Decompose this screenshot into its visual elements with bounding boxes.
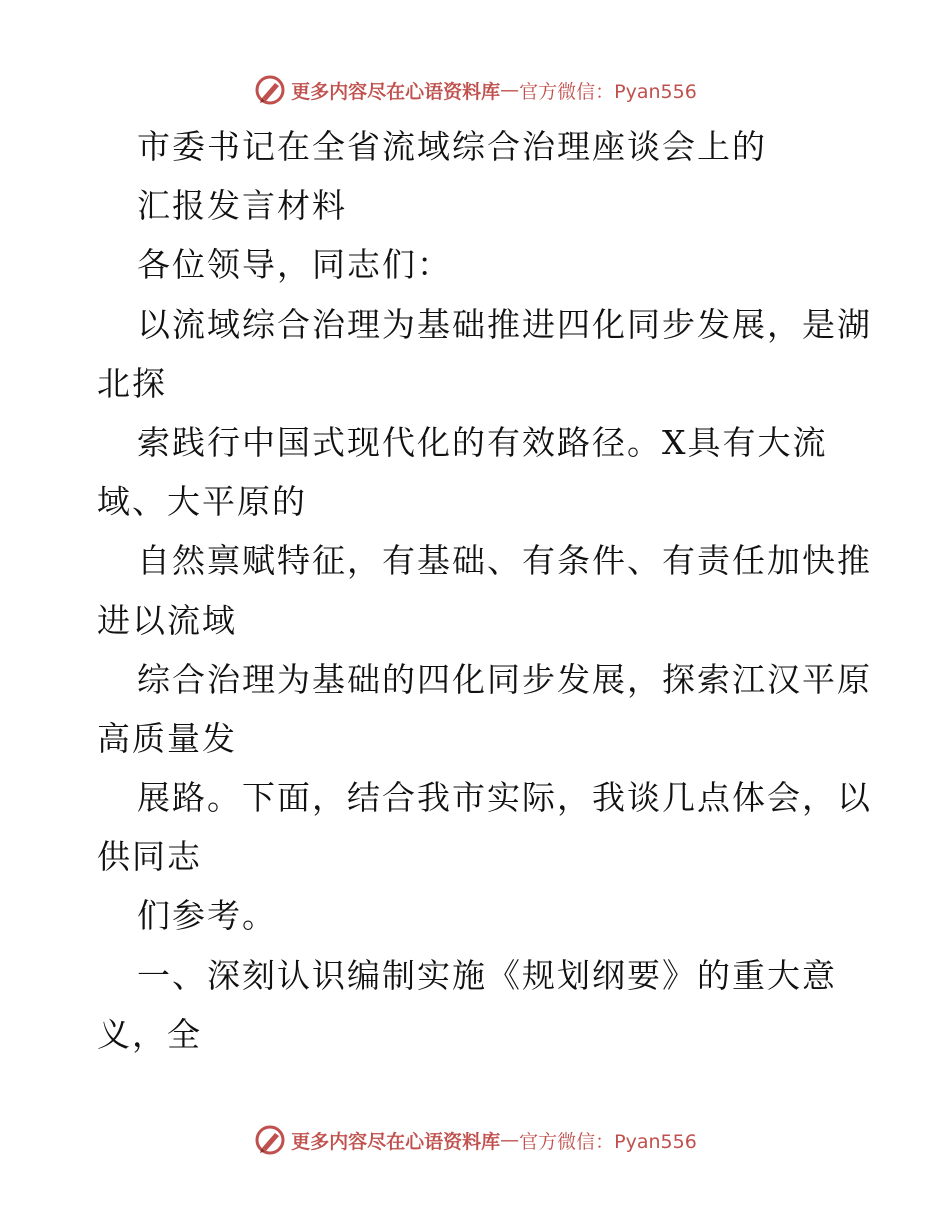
paragraph-line: 进以流域 [97,601,237,640]
banner-dash: — [500,79,520,101]
promo-text: 更多内容尽在心语资料库 [291,1130,501,1153]
salutation: 各位领导，同志们： [137,245,452,284]
paragraph-line: 自然禀赋特征，有基础、有条件、有责任加快推 [137,541,872,580]
section-heading-line: 义，全 [97,1015,202,1054]
pen-logo-icon [253,1123,287,1157]
paragraph-line: 索践行中国式现代化的有效路径。X具有大流 [137,423,828,462]
promo-text: 更多内容尽在心语资料库 [291,80,501,103]
section-heading-line: 一、深刻认识编制实施《规划纲要》的重大意 [137,956,837,995]
paragraph-line: 高质量发 [97,719,237,758]
header-watermark [0,70,950,110]
doc-title-line-2: 汇报发言材料 [137,186,347,225]
pen-logo-icon [253,73,287,107]
paragraph-line: 以流域综合治理为基础推进四化同步发展，是湖 [137,305,872,344]
footer-watermark [0,1120,950,1160]
paragraph-line: 综合治理为基础的四化同步发展，探索江汉平原 [137,660,872,699]
doc-title-line-1: 市委书记在全省流域综合治理座谈会上的 [137,127,767,166]
paragraph-line: 供同志 [97,837,202,876]
wechat-text: 官方微信：Pyan556 [519,1130,697,1153]
paragraph-line: 北探 [97,364,167,403]
wechat-text: 官方微信：Pyan556 [519,80,697,103]
paragraph-line: 展路。下面，结合我市实际，我谈几点体会，以 [137,778,872,817]
paragraph-line: 域、大平原的 [97,482,307,521]
paragraph-line: 们参考。 [137,896,277,935]
banner-dash: — [500,1129,520,1151]
